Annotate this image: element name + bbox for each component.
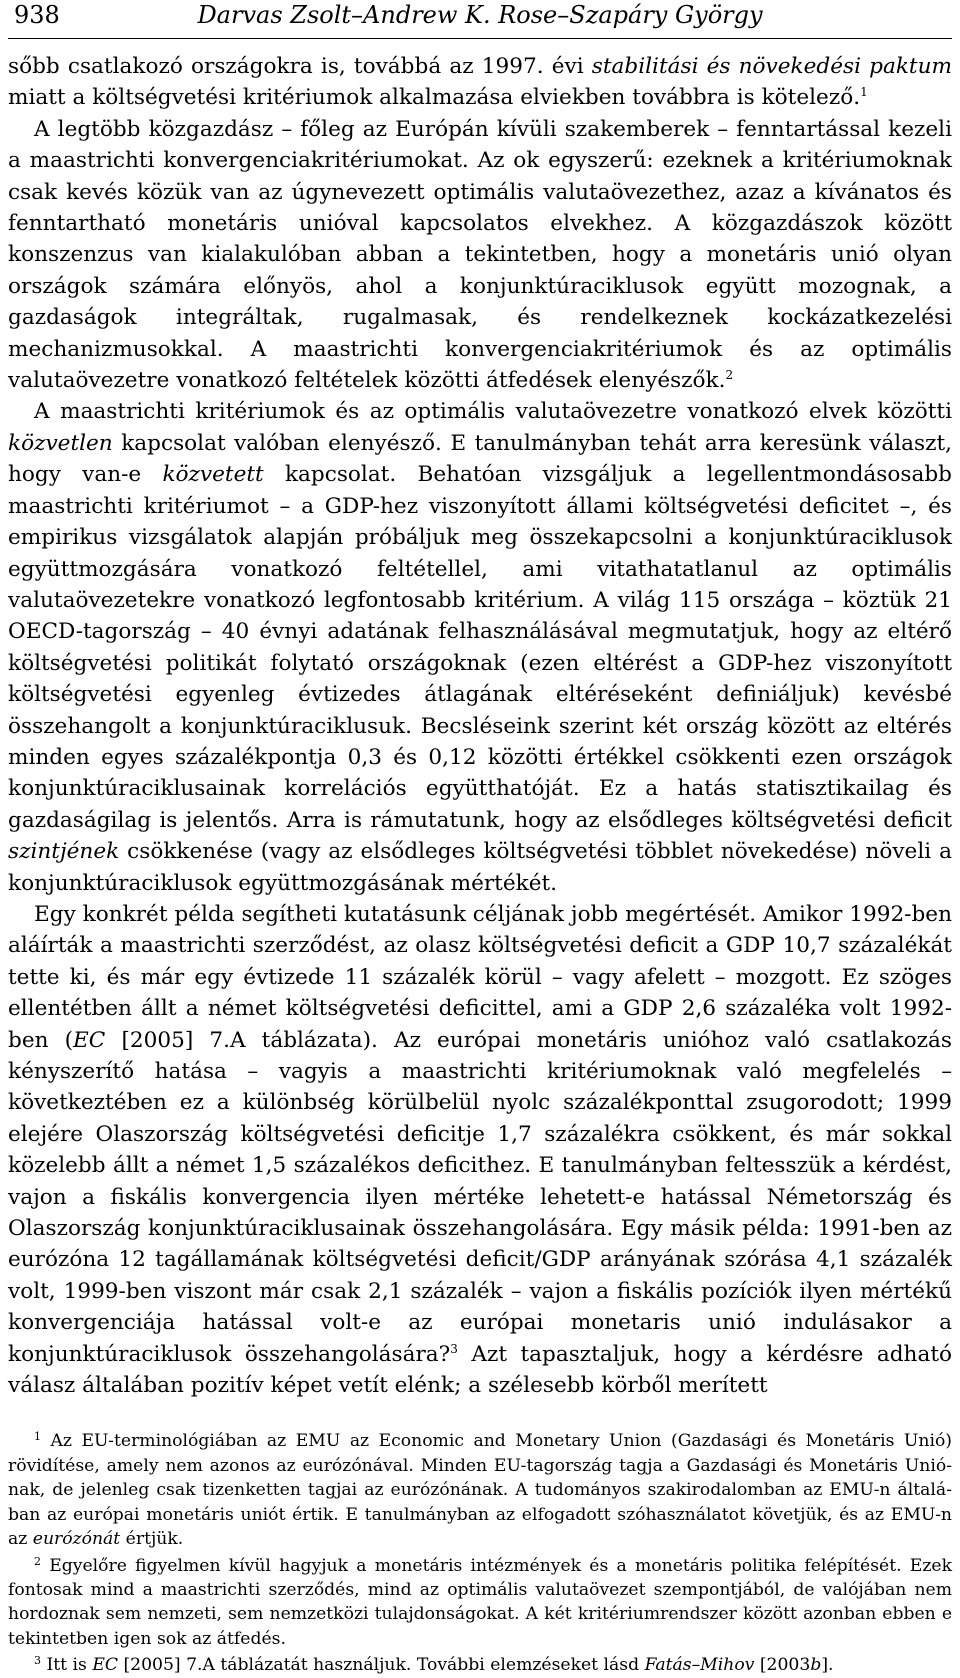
text-span: A legtöbb közgazdász – főleg az Európán kívüli szakemberek – fenntartással kezeli a maastrichti konvergenciakritériumokat. Az ok egyszerű: ezeknek a kritériumoknak csak kevés közük van az úgynevezett optimális valutaövezethez, azaz a kívánatos és fenntartható monetáris unióval kapcsolatos elvekhez. A közgazdászok között konszenzus van kialakulóban abban a tekintetben, hogy a monetáris unió olyan országok számára előnyös, ahol a konjunktúraciklusok együtt mozognak, a gazdaságok integráltak, rugalmasak, és rendelkeznek kockázatkezelési mechanizmusokkal. A maastrichti konvergenciakritériumok és az optimális valutaövezetre vonatkozó feltételek közötti átfedések elenyészők. <box>8 116 952 394</box>
paragraph-4 <box>8 899 952 1402</box>
text-span: ]. <box>821 1655 834 1676</box>
emphasis: EC <box>73 1027 106 1053</box>
text-span: [2005] 7.A táblázata). Az európai monetáris unióhoz való csatlakozás kényszerítő hatása – vagyis a maastrichti kritériumoknak való megfelelés – következtében ez a különbség körülbelül nyolc százalékponttal zsugorodott; 1999 elejére Olaszország költségvetési deficitje 1,7 százalékra csökkent, és már sokkal közelebb állt a német 1,5 százalékos deficithez. E tanulmányban feltesszük a kérdést, vajon a fiskális konvergencia ilyen mértéke lehetett-e hatással Németország és Olaszország konjunktúraciklusainak összehangolására. Egy másik példa: 1991-ben az eurózóna 12 tagállamának költségvetési deficit/GDP arányának szórása 4,1 százalék volt, 1999-ben viszont már csak 2,1 százalék – vajon a fiskális pozíciók ilyen mértékű konvergenciája hatással volt-e az európai monetaris unió indulásakor a konjunktúraciklusok összehangolására? <box>8 1027 952 1367</box>
text-span: [2005] 7.A táblázatát használjuk. További elemzéseket lásd <box>118 1655 645 1676</box>
text-span: Itt is <box>41 1655 93 1676</box>
footnote-number: 1 <box>34 1430 41 1444</box>
paragraph-2 <box>8 114 952 397</box>
emphasis: szintjének <box>8 839 120 865</box>
emphasis: közvetett <box>162 462 264 488</box>
footnote-ref-3[interactable]: 3 <box>450 1341 458 1356</box>
text-span: Egy konkrét példa segítheti kutatásunk céljának jobb megértését. Amikor 1992-ben aláírták a maastrichti szerződést, az olasz költségvetési deficit a GDP 10,7 százalékát tette ki, és már egy évtizede 11 százalék körül – vagy afelett – mozgott. Ez szöges ellentétben állt a német költségvetési deficittel, ami a GDP 2,6 százaléka volt 1992-ben ( <box>8 901 952 1053</box>
text-span: Egyelőre figyelmen kívül hagyjuk a monetáris intézmények és a monetáris politika felépítését. Ezek fontosak mind a maastrichti szerződés, mind az optimális valutaövezet szempontjából, de valójában nem hordoznak sem nemzeti, sem nemzetközi tulajdonságokat. A két kritériumrendszer között azonban ebben e tekintetben igen sok az átfedés. <box>8 1555 952 1649</box>
text-span: csökkenése (vagy az elsődleges költségvetési többlet növekedése) növeli a konjunktúraciklusok együttmozgásának mértékét. <box>8 839 952 896</box>
emphasis: eurózónát <box>32 1529 121 1550</box>
text-span: Az EU-terminológiában az EMU az Economic and Monetary Union (Gazdasági és Monetáris Unió) rövidítése, amely nem azonos az eurózónával. Minden EU-tagország tagja a Gazdasági és Monetáris Uniónak, de jelenleg csak tizenketten tagjai az eurózónának. A tudományos szakirodalomban az EMU-n általában az európai monetáris uniót értik. E tanulmányban az elfogadott szóhasználatot követjük, és az EMU-n az <box>8 1431 952 1550</box>
footnote-ref-2[interactable]: 2 <box>725 368 734 383</box>
text-span: Azt tapasztaljuk, hogy a kérdésre adható válasz általában pozitív képet vetít elénk; a szélesebb körből merített <box>8 1341 953 1399</box>
text-span: [2003 <box>754 1655 811 1676</box>
text-span: kapcsolat. Behatóan vizsgáljuk a legellentmondásosabb maastrichti kritériumot – a GDP-hez viszonyított állami költségvetési deficitet –, és empirikus vizsgálatok alapján próbáljuk meg összekapcsolni a konjunktúraciklusok együttmozgására vonatkozó feltétellel, ami vitathatatlanul az optimális valutaövezetekre vonatkozó legfontosabb kritérium. A világ 115 országa – köztük 21 OECD-tagország – 40 évnyi adatának felhasználásával megmutatjuk, hogy az eltérő költségvetési politikát folytató országoknak (ezen eltérést a GDP-hez viszonyított költségvetési egyenleg évtizedes átlagának eltéréseként definiáljuk) kevésbé összehangolt a konjunktúraciklusuk. Becsléseink szerint két ország között az eltérés minden egyes százalékpontja 0,3 és 0,12 közötti értékkel csökkenti ezen országok konjunktúraciklusainak korrelációs együtthatóját. Ez a hatás statisztikailag és gazdaságilag is jelentős. Arra is rámutatunk, hogy az elsődleges költségvetési deficit <box>8 462 952 833</box>
footnote-ref-1[interactable]: 1 <box>860 85 868 100</box>
emphasis: stabilitási és növekedési paktum <box>591 54 952 79</box>
emphasis: Fatás–Mihov <box>644 1655 755 1676</box>
page-number: 938 <box>14 1 60 29</box>
paragraph-1 <box>8 51 952 114</box>
footnote-number: 3 <box>34 1654 41 1668</box>
emphasis: EC <box>92 1655 119 1676</box>
footnotes <box>8 1429 952 1677</box>
text-span: sőbb csatlakozó országokra is, továbbá az 1997. évi <box>8 54 592 79</box>
emphasis: b <box>810 1655 822 1676</box>
text-span: értjük. <box>120 1529 184 1550</box>
paragraph-3 <box>8 396 952 899</box>
footnote-1 <box>8 1429 952 1551</box>
footnote-number: 2 <box>34 1554 41 1568</box>
text-span: kapcsolat valóban elenyésző. E tanulmányban tehát arra keresünk választ, hogy van-e <box>8 430 952 488</box>
main-text <box>8 51 952 1401</box>
text-span: A maastrichti kritériumok és az optimális valutaövezetre vonatkozó elvek közötti <box>34 399 952 425</box>
footnote-3 <box>8 1653 952 1677</box>
emphasis: közvetlen <box>8 430 113 456</box>
footnote-2 <box>8 1554 952 1652</box>
running-title: Darvas Zsolt–Andrew K. Rose–Szapáry György <box>197 1 763 29</box>
running-header <box>8 0 952 39</box>
text-span: miatt a költségvetési kritériumok alkalmazása elviekben továbbra is kötelező. <box>8 85 861 111</box>
